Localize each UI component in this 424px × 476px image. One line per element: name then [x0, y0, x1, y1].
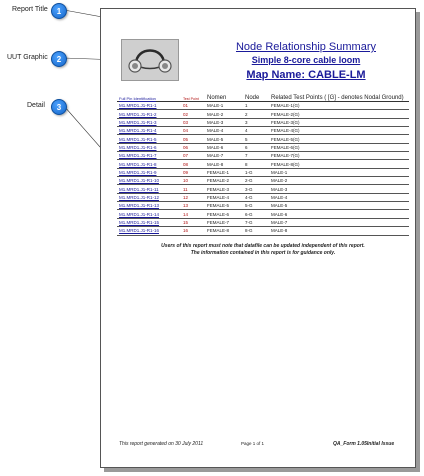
- related-test-points-cell: FEMALE-5(G): [269, 135, 409, 143]
- report-title: Node Relationship Summary: [235, 41, 376, 53]
- callout-label-uut-graphic: UUT Graphic: [7, 54, 48, 61]
- test-point-cell: 02: [181, 110, 205, 118]
- test-point-cell: 16: [181, 227, 205, 235]
- footer-form-id: QA_Form 1.05Initial Issue: [333, 441, 395, 447]
- node-cell: 7: [243, 152, 269, 160]
- nomen-cell: MALE-3: [205, 118, 243, 126]
- table-row: [117, 168, 409, 176]
- related-test-points-cell: MALE-2: [269, 177, 409, 185]
- callout-badge-3: 3: [51, 99, 67, 115]
- related-test-points-cell: MALE-8: [269, 227, 409, 235]
- node-cell: 5-G: [243, 202, 269, 210]
- footer-page-number: Page 1 of 1: [241, 441, 265, 446]
- pin-identification-link[interactable]: M1.MRD1.J1-R1-13: [117, 202, 181, 210]
- table-row: [117, 202, 409, 210]
- pin-identification-link[interactable]: M1.MRD1.J1-R1-2: [117, 110, 181, 118]
- map-name: Map Name: CABLE-LM: [246, 69, 366, 81]
- uut-graphic-image: [121, 39, 179, 81]
- test-point-cell: 12: [181, 193, 205, 201]
- nomen-cell: FEMALE-6: [205, 210, 243, 218]
- related-test-points-cell: MALE-4: [269, 193, 409, 201]
- table-row: [117, 127, 409, 135]
- node-cell: 2-G: [243, 177, 269, 185]
- table-row: [117, 160, 409, 168]
- pin-identification-link[interactable]: M1.MRD1.J1-R1-9: [117, 168, 181, 176]
- test-point-cell: 11: [181, 185, 205, 193]
- nomen-cell: FEMALE-2: [205, 177, 243, 185]
- table-row: [117, 143, 409, 151]
- nomen-cell: FEMALE-3: [205, 185, 243, 193]
- related-test-points-cell: MALE-6: [269, 210, 409, 218]
- related-test-points-cell: FEMALE-7(G): [269, 152, 409, 160]
- table-row: [117, 102, 409, 110]
- related-test-points-cell: FEMALE-8(G): [269, 160, 409, 168]
- related-test-points-cell: FEMALE-2(G): [269, 110, 409, 118]
- node-cell: 2: [243, 110, 269, 118]
- pin-identification-link[interactable]: M1.MRD1.J1-R1-7: [117, 152, 181, 160]
- pin-identification-link[interactable]: M1.MRD1.J1-R1-3: [117, 118, 181, 126]
- nomen-cell: MALE-4: [205, 127, 243, 135]
- detail-table: [117, 89, 409, 236]
- node-cell: 4-G: [243, 193, 269, 201]
- test-point-cell: 13: [181, 202, 205, 210]
- related-test-points-cell: MALE-1: [269, 168, 409, 176]
- header-nomen: Nomen: [205, 89, 243, 102]
- cable-loom-icon: [122, 40, 178, 80]
- report-page: [100, 8, 416, 468]
- related-test-points-cell: FEMALE-4(G): [269, 127, 409, 135]
- header-pin-identification: Full Pin Identification: [117, 89, 181, 102]
- node-cell: 5: [243, 135, 269, 143]
- pin-identification-link[interactable]: M1.MRD1.J1-R1-15: [117, 218, 181, 226]
- nomen-cell: FEMALE-4: [205, 193, 243, 201]
- table-row: [117, 152, 409, 160]
- nomen-cell: FEMALE-7: [205, 218, 243, 226]
- nomen-cell: MALE-6: [205, 143, 243, 151]
- report-subtitle: Simple 8-core cable loom: [251, 55, 361, 65]
- pin-identification-link[interactable]: M1.MRD1.J1-R1-5: [117, 135, 181, 143]
- pin-identification-link[interactable]: M1.MRD1.J1-R1-8: [117, 160, 181, 168]
- callout-badge-2: 2: [51, 51, 67, 67]
- footer-generated-date: This report generated on 30 July 2011: [119, 441, 204, 447]
- table-row: [117, 210, 409, 218]
- pin-identification-link[interactable]: M1.MRD1.J1-R1-12: [117, 193, 181, 201]
- pin-identification-link[interactable]: M1.MRD1.J1-R1-1: [117, 102, 181, 110]
- table-row: [117, 218, 409, 226]
- node-cell: 3: [243, 118, 269, 126]
- node-cell: 6: [243, 143, 269, 151]
- node-cell: 1: [243, 102, 269, 110]
- header-test-point: Test Point: [181, 89, 205, 102]
- header-related-test-points: Related Test Points ( [G] - denotes Nodal Ground): [269, 89, 409, 102]
- pin-identification-link[interactable]: M1.MRD1.J1-R1-16: [117, 227, 181, 235]
- table-row: [117, 227, 409, 235]
- table-row: [117, 118, 409, 126]
- table-row: [117, 185, 409, 193]
- callout-badge-1: 1: [51, 3, 67, 19]
- test-point-cell: 10: [181, 177, 205, 185]
- related-test-points-cell: FEMALE-6(G): [269, 143, 409, 151]
- nomen-cell: MALE-1: [205, 102, 243, 110]
- test-point-cell: 15: [181, 218, 205, 226]
- table-header-row: [117, 89, 409, 102]
- pin-identification-link[interactable]: M1.MRD1.J1-R1-14: [117, 210, 181, 218]
- callout-label-report-title: Report Title: [12, 6, 48, 13]
- callout-label-detail: Detail: [27, 102, 45, 109]
- related-test-points-cell: FEMALE-1(G): [269, 102, 409, 110]
- related-test-points-cell: MALE-5: [269, 202, 409, 210]
- disclaimer-line-1: Users of this report must note that datafile can be updated independent of this report.: [161, 243, 365, 249]
- node-cell: 6-G: [243, 210, 269, 218]
- test-point-cell: 01: [181, 102, 205, 110]
- pin-identification-link[interactable]: M1.MRD1.J1-R1-4: [117, 127, 181, 135]
- test-point-cell: 04: [181, 127, 205, 135]
- test-point-cell: 08: [181, 160, 205, 168]
- table-row: [117, 110, 409, 118]
- node-cell: 1-G: [243, 168, 269, 176]
- test-point-cell: 03: [181, 118, 205, 126]
- node-cell: 8: [243, 160, 269, 168]
- node-cell: 7-G: [243, 218, 269, 226]
- nomen-cell: MALE-7: [205, 152, 243, 160]
- pin-identification-link[interactable]: M1.MRD1.J1-R1-11: [117, 185, 181, 193]
- table-row: [117, 135, 409, 143]
- nomen-cell: FEMALE-5: [205, 202, 243, 210]
- table-row: [117, 177, 409, 185]
- nomen-cell: FEMALE-1: [205, 168, 243, 176]
- node-cell: 4: [243, 127, 269, 135]
- related-test-points-cell: FEMALE-3(G): [269, 118, 409, 126]
- header-node: Node: [243, 89, 269, 102]
- pin-identification-link[interactable]: M1.MRD1.J1-R1-10: [117, 177, 181, 185]
- nomen-cell: MALE-2: [205, 110, 243, 118]
- disclaimer-line-2: The information contained in this report is for guidance only.: [190, 250, 336, 256]
- related-test-points-cell: MALE-7: [269, 218, 409, 226]
- test-point-cell: 06: [181, 143, 205, 151]
- nomen-cell: MALE-5: [205, 135, 243, 143]
- test-point-cell: 09: [181, 168, 205, 176]
- node-cell: 3-G: [243, 185, 269, 193]
- test-point-cell: 05: [181, 135, 205, 143]
- related-test-points-cell: MALE-3: [269, 185, 409, 193]
- table-row: [117, 193, 409, 201]
- nomen-cell: FEMALE-8: [205, 227, 243, 235]
- test-point-cell: 07: [181, 152, 205, 160]
- node-cell: 8-G: [243, 227, 269, 235]
- nomen-cell: MALE-8: [205, 160, 243, 168]
- test-point-cell: 14: [181, 210, 205, 218]
- pin-identification-link[interactable]: M1.MRD1.J1-R1-6: [117, 143, 181, 151]
